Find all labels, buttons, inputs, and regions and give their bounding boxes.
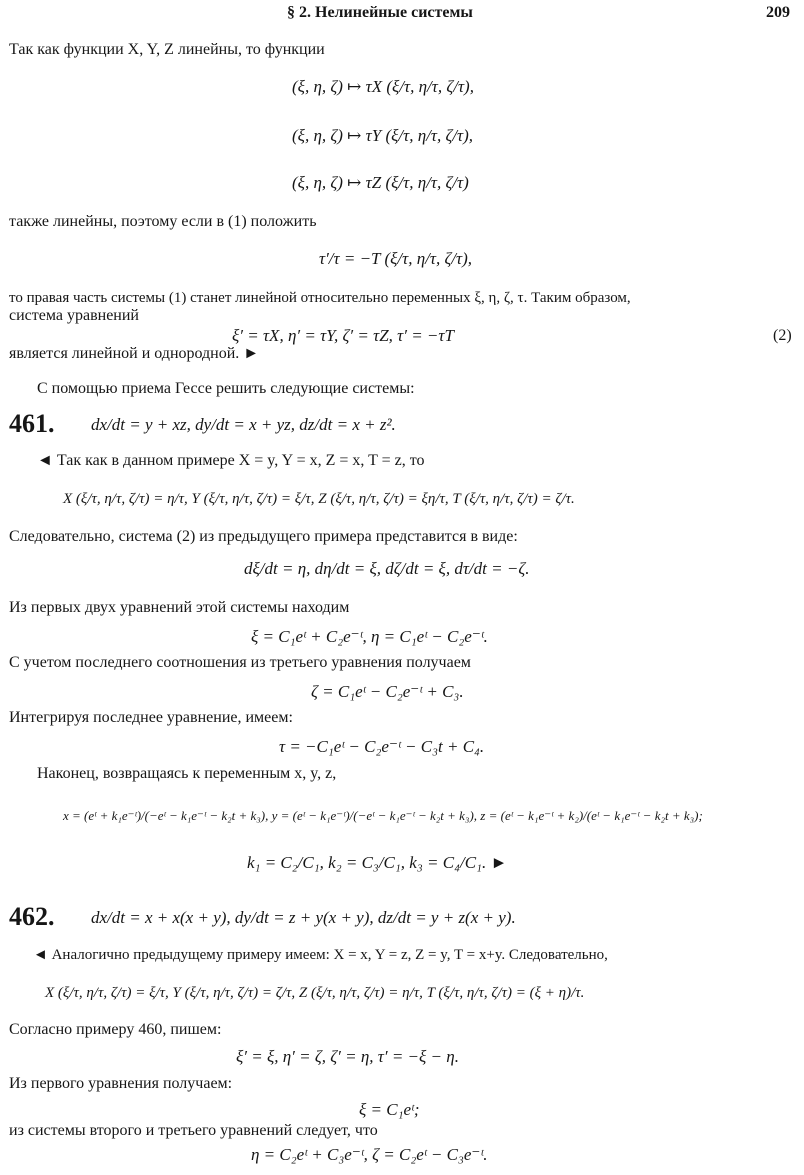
formula-line: ξ = C₁eᵗ;: [359, 1100, 420, 1119]
text-line: С помощью приема Гессе решить следующие системы:: [37, 380, 415, 397]
problem-number: 461.: [9, 409, 55, 438]
text-line: Из первых двух уравнений этой системы находим: [9, 599, 350, 616]
text-line: Из первого уравнения получаем:: [9, 1075, 233, 1092]
formula-line: (ξ, η, ζ) ↦ τY (ξ/τ, η/τ, ζ/τ),: [292, 126, 474, 145]
formula-line: ξ′ = ξ, η′ = ζ, ζ′ = η, τ′ = −ξ − η.: [236, 1047, 459, 1066]
text-line: из системы второго и третьего уравнений следует, что: [9, 1122, 378, 1139]
text-line: С учетом последнего соотношения из третьего уравнения получаем: [9, 654, 471, 671]
equation-number: (2): [773, 327, 792, 344]
formula-line: X (ξ/τ, η/τ, ζ/τ) = ξ/τ, Y (ξ/τ, η/τ, ζ/τ) = ζ/τ, Z (ξ/τ, η/τ, ζ/τ) = η/τ, T (ξ/τ, η/τ, ζ/τ) = (ξ + η)/τ.: [45, 985, 585, 1001]
formula-line: X (ξ/τ, η/τ, ζ/τ) = η/τ, Y (ξ/τ, η/τ, ζ/τ) = ξ/τ, Z (ξ/τ, η/τ, ζ/τ) = ξη/τ, T (ξ/τ, η/τ, ζ/τ) = ζ/τ.: [63, 491, 575, 507]
formula-line: τ′/τ = −T (ξ/τ, η/τ, ζ/τ),: [319, 249, 473, 268]
text-line: Так как функции X, Y, Z линейны, то функции: [9, 41, 325, 58]
formula-line: dx/dt = x + x(x + y), dy/dt = z + y(x + y), dz/dt = y + z(x + y).: [91, 908, 516, 927]
formula-line: dξ/dt = η, dη/dt = ξ, dζ/dt = ξ, dτ/dt = −ζ.: [244, 559, 530, 578]
text-line: является линейной и однородной. ►: [9, 345, 260, 362]
text-line: система уравнений: [9, 307, 139, 324]
formula-line: (ξ, η, ζ) ↦ τX (ξ/τ, η/τ, ζ/τ),: [292, 77, 474, 96]
formula-line: x = (eᵗ + k₁e⁻ᵗ)/(−eᵗ − k₁e⁻ᵗ − k₂t + k₃), y = (eᵗ − k₁e⁻ᵗ)/(−eᵗ − k₁e⁻ᵗ − k₂t + k₃), z = (eᵗ − k₁e⁻ᵗ + k₂)/(eᵗ − k₁e⁻ᵗ − k₂t + k₃);: [63, 808, 703, 823]
text-line: Интегрируя последнее уравнение, имеем:: [9, 709, 293, 726]
text-line: также линейны, поэтому если в (1) положить: [9, 213, 317, 230]
formula-line: τ = −C₁eᵗ − C₂e⁻ᵗ − C₃t + C₄.: [279, 737, 485, 756]
formula-line: k₁ = C₂/C₁, k₂ = C₃/C₁, k₃ = C₄/C₁. ►: [247, 853, 508, 872]
formula-line: ξ′ = τX, η′ = τY, ζ′ = τZ, τ′ = −τT: [232, 326, 454, 345]
text-line: ◄ Так как в данном примере X = y, Y = x, Z = x, T = z, то: [37, 452, 425, 469]
formula-line: η = C₂eᵗ + C₃e⁻ᵗ, ζ = C₂eᵗ − C₃e⁻ᵗ.: [251, 1145, 488, 1164]
text-line: Следовательно, система (2) из предыдущего примера представится в виде:: [9, 528, 518, 545]
page-number: 209: [766, 4, 790, 21]
formula-line: ξ = C₁eᵗ + C₂e⁻ᵗ, η = C₁eᵗ − C₂e⁻ᵗ.: [251, 627, 488, 646]
text-line: то правая часть системы (1) станет линейной относительно переменных ξ, η, ζ, τ. Таким образом,: [9, 290, 631, 306]
formula-line: ζ = C₁eᵗ − C₂e⁻ᵗ + C₃.: [311, 682, 464, 701]
formula-line: (ξ, η, ζ) ↦ τZ (ξ/τ, η/τ, ζ/τ): [292, 173, 469, 192]
problem-number: 462.: [9, 902, 55, 931]
text-line: Согласно примеру 460, пишем:: [9, 1021, 222, 1038]
formula-line: dx/dt = y + xz, dy/dt = x + yz, dz/dt = x + z².: [91, 415, 396, 434]
text-line: ◄ Аналогично предыдущему примеру имеем: X = x, Y = z, Z = y, T = x+y. Следовательно,: [33, 947, 608, 963]
running-header: § 2. Нелинейные системы: [287, 4, 473, 21]
text-line: Наконец, возвращаясь к переменным x, y, z,: [37, 765, 337, 782]
